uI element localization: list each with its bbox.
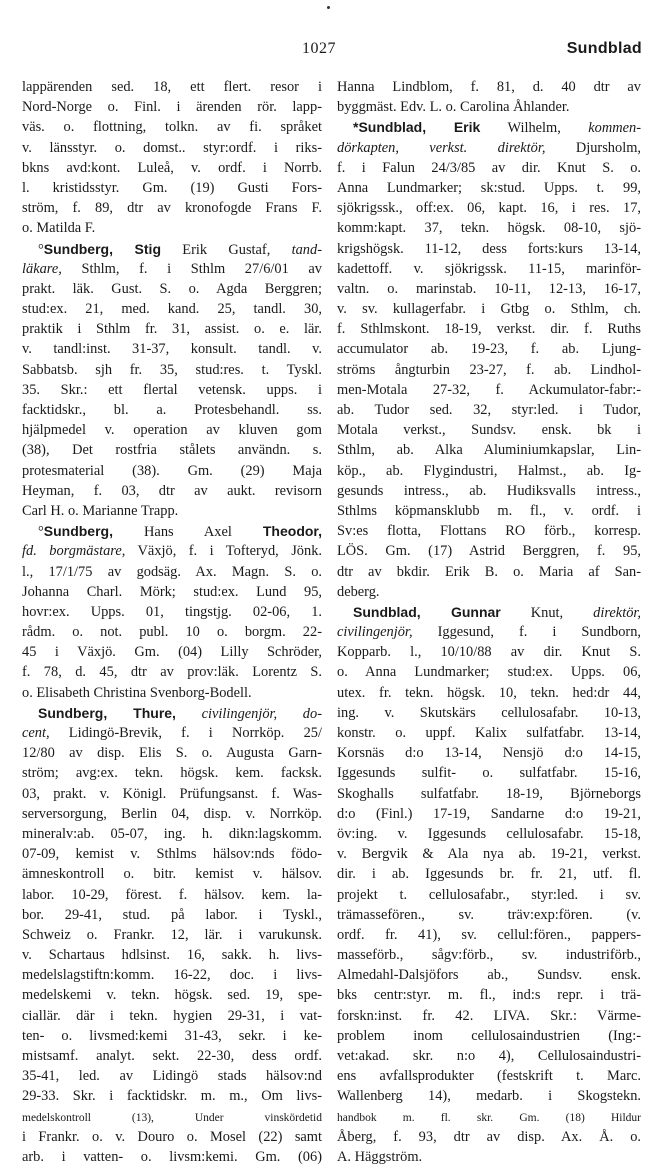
- text-line: ab. Tudor sed. 32, styr:led. i Tudor,: [337, 402, 641, 418]
- text-line: bkns avd:kont. Luleå, v. ordf. i Norrb.: [22, 159, 322, 176]
- text-line: Sv:es flotta, Flottans RO förb., korresp.: [337, 523, 641, 540]
- text-line: ämneskontroll o. bitr. kemist v. hälsov.: [22, 866, 322, 883]
- text-segment: Erik Gustaf,: [161, 241, 292, 258]
- text-line: [22, 541, 322, 561]
- text-line: mineralv:ab. 05-07, ing. h. dikn:lagskomm.: [22, 825, 322, 842]
- text-line: 35-41, led. av Lidingö stads hälsov:nd: [22, 1068, 322, 1085]
- text-line: ströms ångturbin 23-27, f. ab. Lindhol-: [337, 361, 641, 378]
- text-segment: handbok m. fl. skr. Gm. (18) Hildur: [337, 1111, 641, 1124]
- text-line: kadettoff. v. sjökrigssk. 11-15, marinför-: [337, 260, 641, 277]
- entry-name: Sundberg, Thure,: [38, 704, 176, 721]
- text-line: facktidskr., bl. a. Protesbehandl. ss.: [22, 402, 322, 418]
- entry-title: direktör,: [593, 604, 641, 621]
- text-line: v. länsstyr. o. domst.. styr:ordf. i riks-: [22, 139, 322, 156]
- text-line: lappärenden sed. 18, ett flert. resor i: [22, 79, 322, 95]
- text-line: ström; avg:ex. tekn. högsk. kem. facksk.: [22, 765, 322, 782]
- text-segment: Wilhelm,: [480, 120, 589, 137]
- text-line: köp., ab. Flygindustri, Halmst., ab. Ig-: [337, 462, 641, 479]
- text-line: väs. o. flottning, tolkn. av fi. språket: [22, 119, 322, 136]
- text-line: Sthlms köpmansklubb m. fl., v. ordf. i: [337, 502, 641, 519]
- text-segment: medelskontroll (13), Under vinskördetid: [22, 1111, 322, 1124]
- text-line: hovr:ex. Upps. 01, tingstjg. 02-06, 1.: [22, 603, 322, 620]
- text-line: [22, 723, 322, 743]
- text-line: medelslagstiftn:komm. 16-22, doc. i livs-: [22, 967, 322, 984]
- text-line: o. Elisabeth Christina Svenborg-Bodell.: [22, 684, 252, 701]
- text-line: medelskemi v. tekn. högsk. sed. 19, spe-: [22, 987, 322, 1004]
- entry-title: tand-: [291, 241, 322, 258]
- text-line: Kopparb. l., 10/10/88 av dir. Knut S.: [337, 644, 641, 661]
- text-line: problem inom cellulosaindustrien (Ing:-: [337, 1027, 641, 1044]
- text-line: Korsnäs d:o 13-14, Nensjö d:o 14-15,: [337, 745, 641, 762]
- text-line: A. Häggström.: [337, 1148, 423, 1165]
- text-line: Sabbatsb. sjh fr. 35, stud:res. t. Tyskl.: [22, 361, 322, 378]
- text-line: l., 17/1/75 av godsäg. Ax. Magn. S. o.: [22, 563, 322, 580]
- text-segment: [176, 706, 202, 722]
- text-line: hjälpmedel v. operation av kluven gom: [22, 422, 322, 439]
- entry-title: läkare,: [22, 260, 62, 277]
- left-column: [22, 77, 322, 1167]
- text-line: konstr. o. uppf. Kalix sulfatfabr. 13-14,: [337, 725, 641, 741]
- text-line: o. Matilda F.: [22, 220, 96, 237]
- text-line: krigshögsk. 11-12, dess forts:kurs 13-14,: [337, 240, 641, 257]
- text-line: rådm. o. not. publ. 10 o. borgm. 22-: [22, 624, 322, 641]
- text-line: Johanna Charl. Mörk; stud:ex. Lund 95,: [22, 583, 322, 600]
- text-line: i Frankr. o. v. Douro o. Mosel (22) samt: [22, 1128, 322, 1145]
- text-line: 45 i Växjö. Gm. (04) Lilly Schröder,: [22, 644, 322, 661]
- text-line: dir. i ab. Iggesunds br. fr. 21, utf. fl.: [337, 866, 641, 883]
- text-segment: °: [38, 241, 44, 258]
- text-line: ens avfallsprodukter (festskrift t. Marc.: [337, 1068, 641, 1085]
- text-line: 07-09, kemist v. Sthlms hälsov:nds födo-: [22, 846, 322, 863]
- text-line: sjökrigssk., off:ex. 06, kapt. 16, i res. 17,: [337, 200, 641, 217]
- text-line: 03, prakt. v. Königl. Prüfungsanst. f. Was-: [22, 785, 322, 802]
- text-segment: Växjö, f. i Tofteryd, Jönk.: [125, 543, 322, 560]
- text-line: v. tandl:inst. 31-37, konsult. tandl. v.: [22, 341, 322, 358]
- text-line: accumulator ab. 19-23, f. ab. Ljung-: [337, 341, 641, 358]
- text-line: Schweiz o. Frankr. 12, lär. i varukunsk.: [22, 926, 322, 943]
- page-number: 1027: [302, 40, 336, 57]
- text-segment: Hans Axel: [113, 524, 263, 541]
- text-line: arb. i vatten- o. livsm:kemi. Gm. (06): [22, 1148, 322, 1165]
- text-segment: Sthlm, f. i Sthlm 27/6/01 av: [61, 260, 322, 277]
- text-line: dtr av bkdir. Erik B. o. Maria af San-: [337, 563, 641, 580]
- text-line: [22, 239, 322, 259]
- text-line: [337, 602, 641, 622]
- text-line: ordf. fr. 41), sv. cellul:fören., pappers-: [337, 926, 641, 943]
- text-line: 29-33. Skr. i facktidskr. m. m., Om livs-: [22, 1088, 322, 1105]
- text-line: LÖS. Gm. (17) Astrid Berggren, f. 95,: [337, 543, 641, 560]
- text-line: [22, 259, 322, 279]
- entry-title: kommen-: [588, 120, 641, 137]
- text-line: men-Motala 27-32, f. Ackumulator-fabr:-: [337, 381, 641, 398]
- text-line: vet:akad. skr. n:o 4), Cellulosaindustri-: [337, 1048, 641, 1064]
- text-line: Nord-Norge o. Finl. i ärenden rör. lapp-: [22, 99, 322, 116]
- text-line: trämassefören., sv. träv:exp:fören. (v.: [337, 906, 641, 923]
- page-header: [0, 40, 664, 64]
- entry-name: Sundberg, Stig: [43, 240, 162, 257]
- text-segment: Knut,: [500, 604, 594, 621]
- print-speck: [327, 6, 330, 9]
- text-line: [337, 622, 641, 642]
- text-line: Iggesunds sulfit- o. sulfatfabr. 15-16,: [337, 765, 641, 782]
- text-line: ten- o. livsmed:kemi 31-43, sekr. i ke-: [22, 1027, 322, 1044]
- text-line: Wallenberg 14), medarb. i Skogstekn.: [337, 1088, 641, 1105]
- right-column: [337, 77, 641, 1167]
- text-line: forskn:inst. fr. 42. LIVA. Skr.: Värme-: [337, 1007, 641, 1024]
- text-line: [22, 703, 322, 723]
- text-line: byggmäst. Edv. L. o. Carolina Åhlander.: [337, 99, 570, 116]
- text-line: projekt t. cellulosafabr., styr:led. i sv.: [337, 886, 641, 903]
- text-line: Heyman, f. 03, dtr av aukt. revisorn: [22, 482, 322, 499]
- text-line: Hanna Lindblom, f. 81, d. 40 dtr av: [337, 79, 641, 95]
- text-line: utex. fr. tekn. högsk. 10, tekn. hed:dr 44,: [337, 684, 641, 701]
- text-line: l. kristidsstyr. Gm. (19) Gusti Fors-: [22, 179, 322, 196]
- text-line: ing. v. Skutskärs cellulosafabr. 10-13,: [337, 704, 641, 721]
- text-segment: °: [38, 524, 44, 541]
- text-line: öv:ing. v. Iggesunds cellulosafabr. 15-18,: [337, 825, 641, 842]
- text-line: [22, 521, 322, 541]
- text-line: komm:kapt. 37, tekn. högsk. 08-10, sjö-: [337, 220, 641, 237]
- text-line: f. Sthlmskont. 18-19, verkst. dir. f. Ruths: [337, 321, 641, 338]
- text-line: Carl H. o. Marianne Trapp.: [22, 502, 179, 519]
- text-line: Motala verkst., Sundsv. ensk. bk i: [337, 422, 641, 439]
- entry-title: civilingenjör, do-: [201, 705, 322, 722]
- text-line: mistsamf. analyt. sekt. 22-30, dess ordf.: [22, 1048, 322, 1064]
- text-line: Sthlm, ab. Alka Aluminiumkapslar, Lin-: [337, 442, 641, 459]
- entry-title: cent,: [22, 725, 50, 741]
- text-line: d:o (Finl.) 17-19, Sandarne d:o 19-21,: [337, 805, 641, 822]
- text-line: v. sv. kullagerfabr. i Gtbg o. Sthlm, ch.: [337, 301, 641, 318]
- text-line: ciallär. där i tekn. hygien 29-31, i vat-: [22, 1007, 322, 1024]
- text-line: praktik i Sthlm fr. 31, assist. o. e. lär.: [22, 321, 322, 338]
- text-line: ström, f. 89, dtr av kronofogde Frans F.: [22, 200, 322, 217]
- entry-title: civilingenjör,: [337, 624, 413, 641]
- text-line: stud:ex. 21, med. kand. 25, tandl. 30,: [22, 301, 322, 318]
- text-line: bor. 29-41, stud. på labor. i Tyskl.,: [22, 906, 322, 923]
- text-line: v. Schartaus hdlsinst. 16, sakk. h. livs-: [22, 947, 322, 964]
- text-line: Skoghalls sulfatfabr. 18-19, Björneborgs: [337, 785, 641, 802]
- text-line: v. Bergvik & Ala nya ab. 19-21, verkst.: [337, 846, 641, 863]
- text-line: Almedahl-Dalsjöfors ab., Sundsv. ensk.: [337, 967, 641, 984]
- entry-title: dörkapten, verkst. direktör,: [337, 139, 546, 156]
- text-line: [22, 1107, 322, 1127]
- text-segment: Iggesund, f. i Sundborn,: [412, 624, 641, 641]
- text-line: [337, 138, 641, 158]
- text-line: Åberg, f. 93, dtr av disp. Ax. Å. o.: [337, 1128, 641, 1145]
- text-line: o. Anna Lundmarker; stud:ex. Upps. 06,: [337, 664, 641, 681]
- text-line: f. 78, d. 45, dtr av prov:läk. Lorentz S.: [22, 664, 322, 681]
- text-line: valtn. o. marinstab. 10-11, 12-13, 16-17,: [337, 280, 641, 297]
- text-line: deberg.: [337, 583, 380, 600]
- text-line: Anna Lundmarker; sk:stud. Upps. t. 99,: [337, 179, 641, 196]
- text-line: (38), Det rostfria stålets användn. s.: [22, 442, 322, 459]
- text-line: gesunds intress., ab. Hudiksvalls intress.,: [337, 482, 641, 499]
- entry-name: Sundblad, Gunnar: [353, 603, 501, 620]
- entry-title: fd. borgmästare,: [22, 543, 126, 560]
- entry-name: Theodor,: [262, 523, 322, 540]
- text-line: 35. Skr.: ett flertal vetensk. upps. i: [22, 381, 322, 398]
- entry-name: Sundberg,: [43, 523, 113, 540]
- running-head: Sundblad: [566, 40, 642, 57]
- text-line: f. i Falun 24/3/85 av dir. Knut S. o.: [337, 159, 641, 176]
- text-line: serversorgung, Berlin 04, disp. v. Norrköp.: [22, 805, 322, 822]
- text-line: [337, 117, 641, 137]
- text-line: bks centr:styr. m. fl., ind:s repr. i trä-: [337, 987, 641, 1004]
- text-segment: Djursholm,: [545, 139, 641, 156]
- text-segment: Lidingö-Brevik, f. i Norrköp. 25/: [49, 725, 322, 741]
- entry-name: *Sundblad, Erik: [353, 119, 481, 136]
- text-line: [337, 1107, 641, 1127]
- text-line: protesmaterial (38). Gm. (29) Maja: [22, 462, 322, 479]
- text-line: prakt. läk. Gust. S. o. Agda Berggren;: [22, 280, 322, 297]
- text-line: masseförb., sågv:förb., sv. industriförb.,: [337, 947, 641, 964]
- text-line: labor. 10-29, förest. f. hälsov. kem. la-: [22, 886, 322, 903]
- text-line: 12/80 av disp. Elis S. o. Augusta Garn-: [22, 745, 322, 762]
